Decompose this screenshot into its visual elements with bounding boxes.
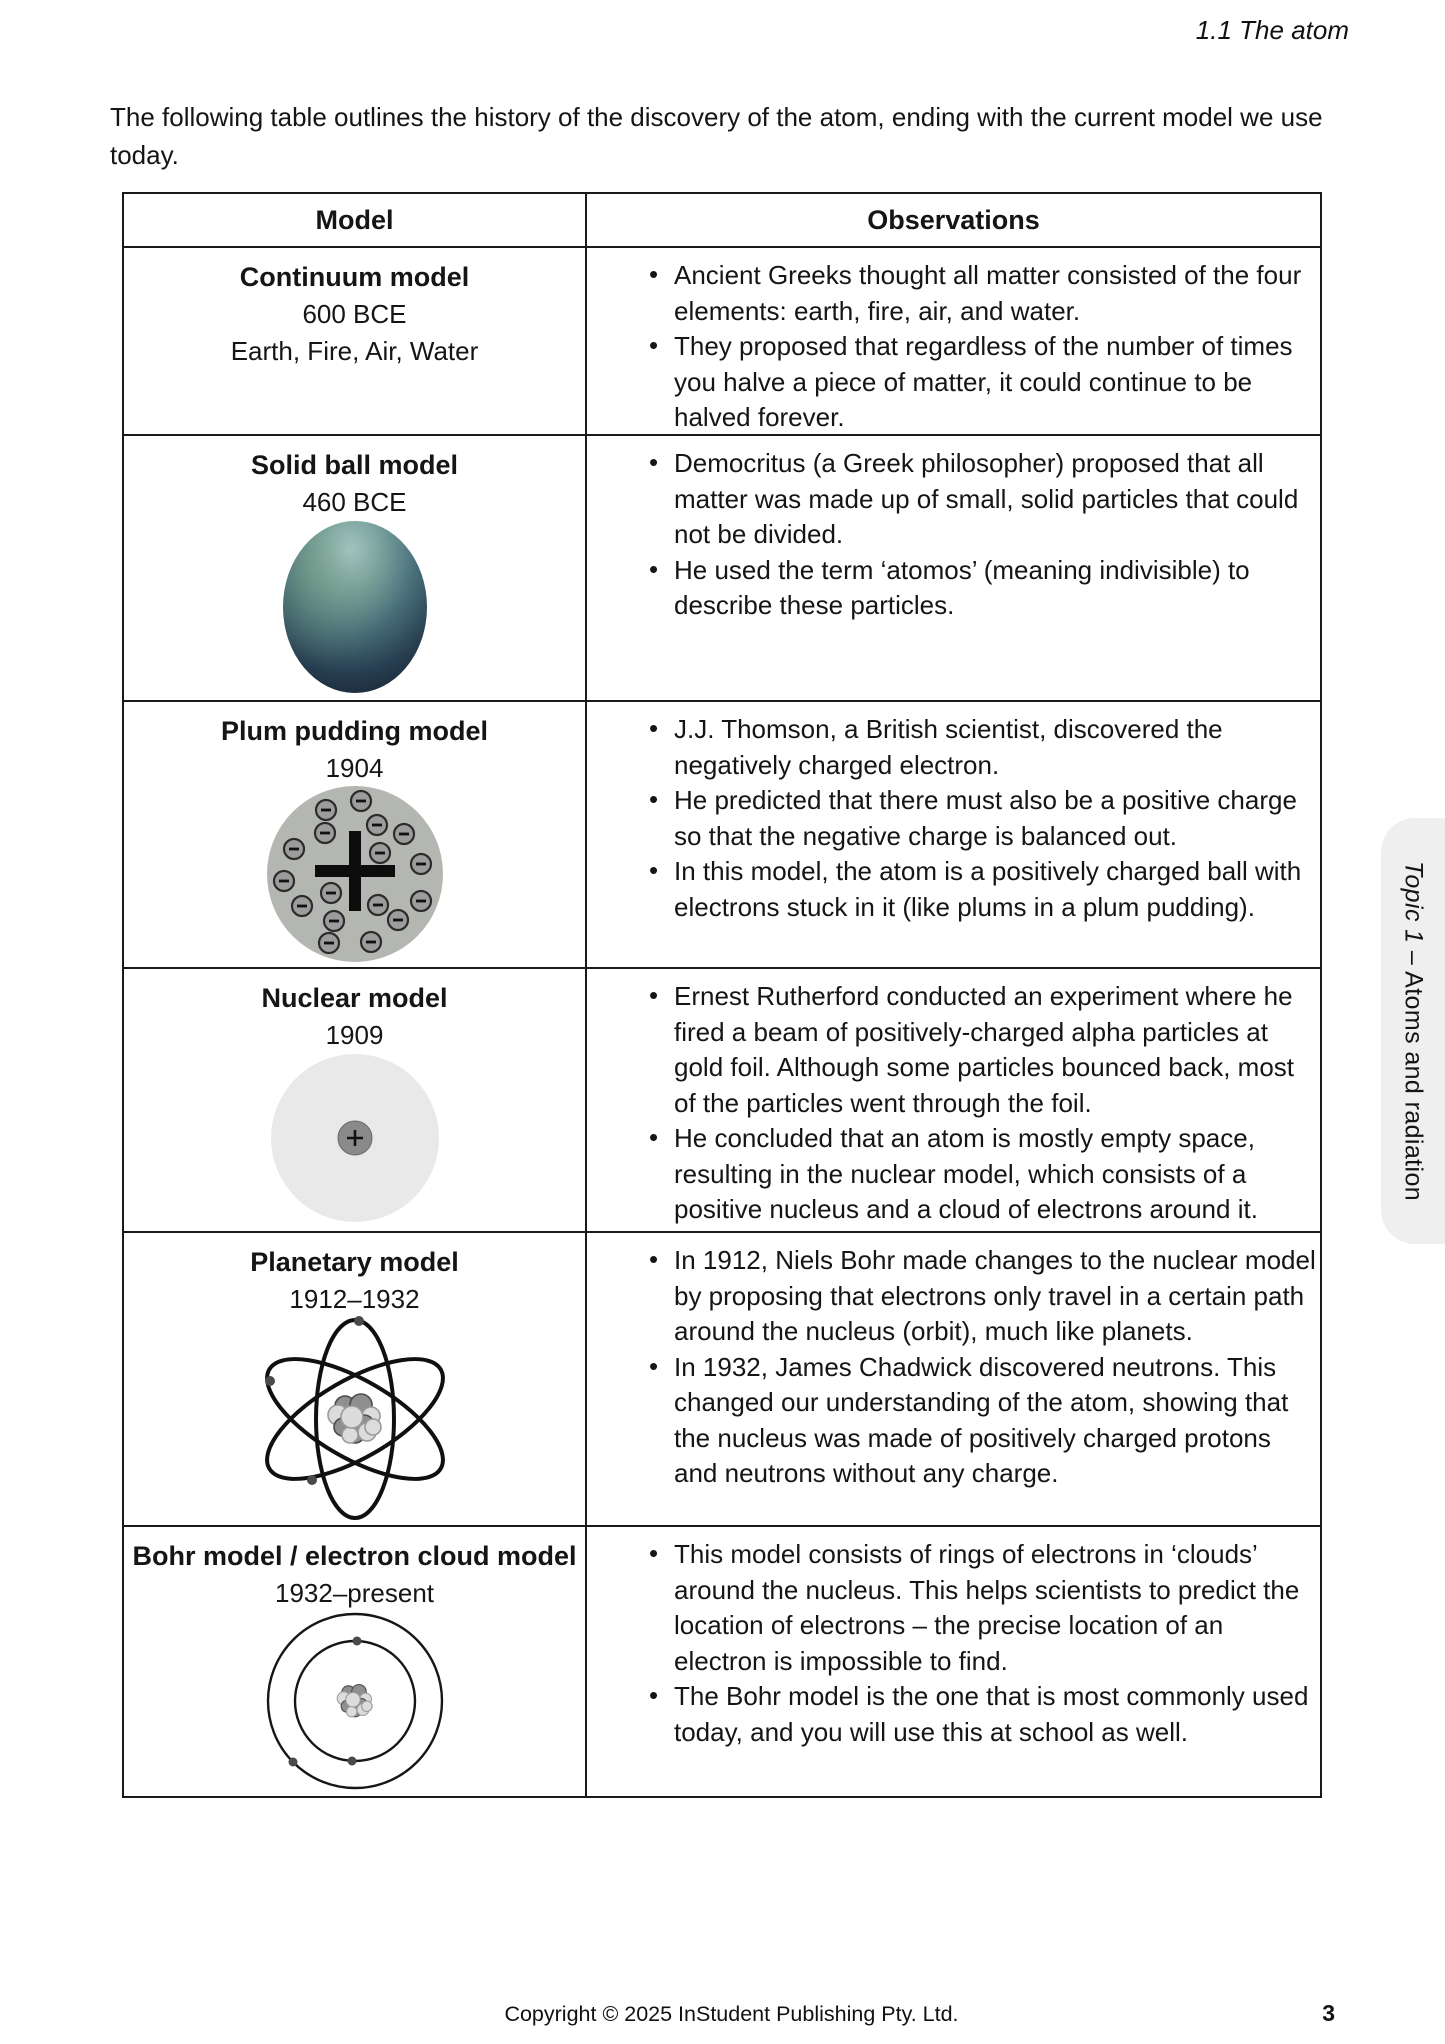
nucleus-cluster	[337, 1685, 372, 1717]
observation-item: • He predicted that there must also be a positive charge so that the negative charge is balanced out.	[587, 783, 1320, 854]
intro-paragraph: The following table outlines the history of the discovery of the atom, ending with the current model we use today.	[110, 102, 1323, 170]
model-date: 1909	[325, 1020, 384, 1050]
model-cell-solid-ball	[124, 436, 587, 700]
model-date: 600 BCE	[302, 299, 407, 329]
model-cell-nuclear	[124, 969, 587, 1231]
observation-item: • He concluded that an atom is mostly empty space, resulting in the nuclear model, which consists of a positive nucleus and a cloud of electrons around it.	[587, 1121, 1320, 1228]
topic-label: Topic 1	[1399, 860, 1428, 944]
observation-item: • Ernest Rutherford conducted an experiment where he fired a beam of positively-charged alpha particles at gold foil. Although some particles bounced back, most of the particles went through the foil.	[587, 979, 1320, 1121]
observation-list	[587, 1233, 1320, 1492]
observation-item: • J.J. Thomson, a British scientist, discovered the negatively charged electron.	[587, 712, 1320, 783]
observation-item: • In this model, the atom is a positively charged ball with electrons stuck in it (like plums in a plum pudding).	[587, 854, 1320, 925]
model-date: 1912–1932	[289, 1284, 420, 1314]
model-name: Continuum model	[239, 262, 470, 292]
model-cell-bohr	[124, 1527, 587, 1796]
observations-cell	[587, 1233, 1320, 1525]
section-header: 1.1 The atom	[1195, 15, 1349, 45]
observation-list	[587, 248, 1320, 436]
observation-item: • He used the term ‘atomos’ (meaning indivisible) to describe these particles.	[587, 553, 1320, 624]
topic-sidebar-tab	[1381, 818, 1445, 1244]
table-row	[124, 967, 1320, 1231]
model-name: Planetary model	[250, 1247, 459, 1277]
column-header-observations: Observations	[867, 204, 1040, 235]
observation-list	[587, 702, 1320, 925]
observations-cell	[587, 1527, 1320, 1796]
observation-item: • Ancient Greeks thought all matter consisted of the four elements: earth, fire, air, and water.	[587, 258, 1320, 329]
model-name: Nuclear model	[261, 983, 448, 1013]
model-cell-planetary	[124, 1233, 587, 1525]
solid-sphere-illustration	[280, 519, 430, 695]
model-name: Bohr model / electron cloud model	[132, 1541, 577, 1571]
observations-cell	[587, 969, 1320, 1231]
model-cell-plum-pudding	[124, 702, 587, 967]
column-header-model: Model	[124, 194, 587, 246]
observation-item: • In 1932, James Chadwick discovered neutrons. This changed our understanding of the atom, showing that the nucleus was made of positively charged protons and neutrons without any charge.	[587, 1350, 1320, 1492]
table-header-row	[124, 194, 1320, 246]
history-table	[122, 192, 1322, 1798]
observations-cell	[587, 436, 1320, 700]
observations-cell	[587, 702, 1320, 967]
observation-list	[587, 1527, 1320, 1750]
model-elements: Earth, Fire, Air, Water	[230, 336, 479, 366]
model-date: 460 BCE	[302, 487, 407, 517]
model-date: 1932–present	[274, 1578, 435, 1608]
table-row	[124, 246, 1320, 434]
nuclear-atom-illustration	[269, 1052, 441, 1224]
observation-item: • The Bohr model is the one that is most commonly used today, and you will use this at school as well.	[587, 1679, 1320, 1750]
observation-item: • Democritus (a Greek philosopher) proposed that all matter was made up of small, solid particles that could not be divided.	[587, 446, 1320, 553]
table-row	[124, 1231, 1320, 1525]
observation-list	[587, 969, 1320, 1228]
plum-pudding-atom-illustration	[265, 785, 445, 963]
table-row	[124, 434, 1320, 700]
model-date: 1904	[325, 753, 384, 783]
observation-list	[587, 436, 1320, 624]
page-number: 3	[1322, 2000, 1335, 2026]
model-cell-continuum	[124, 248, 587, 434]
observations-cell	[587, 248, 1320, 434]
model-name: Plum pudding model	[221, 716, 488, 746]
planetary-atom-illustration	[255, 1316, 455, 1522]
observation-item: • In 1912, Niels Bohr made changes to the nuclear model by proposing that electrons only travel in a certain path around the nucleus (orbit), much like planets.	[587, 1243, 1320, 1350]
observation-item: • They proposed that regardless of the number of times you halve a piece of matter, it could continue to be halved forever.	[587, 329, 1320, 436]
footer-copyright: Copyright © 2025 InStudent Publishing Pty. Ltd.	[504, 2002, 959, 2026]
topic-subtitle: – Atoms and radiation	[1399, 950, 1428, 1202]
table-row	[124, 700, 1320, 967]
bohr-atom-illustration	[264, 1610, 446, 1792]
table-row	[124, 1525, 1320, 1796]
model-name: Solid ball model	[250, 450, 459, 480]
observation-item: • This model consists of rings of electrons in ‘clouds’ around the nucleus. This helps scientists to predict the location of electrons – the precise location of an electron is impossible to find.	[587, 1537, 1320, 1679]
topic-sidebar-text	[1399, 861, 1428, 1201]
nucleus-cluster	[328, 1394, 381, 1443]
